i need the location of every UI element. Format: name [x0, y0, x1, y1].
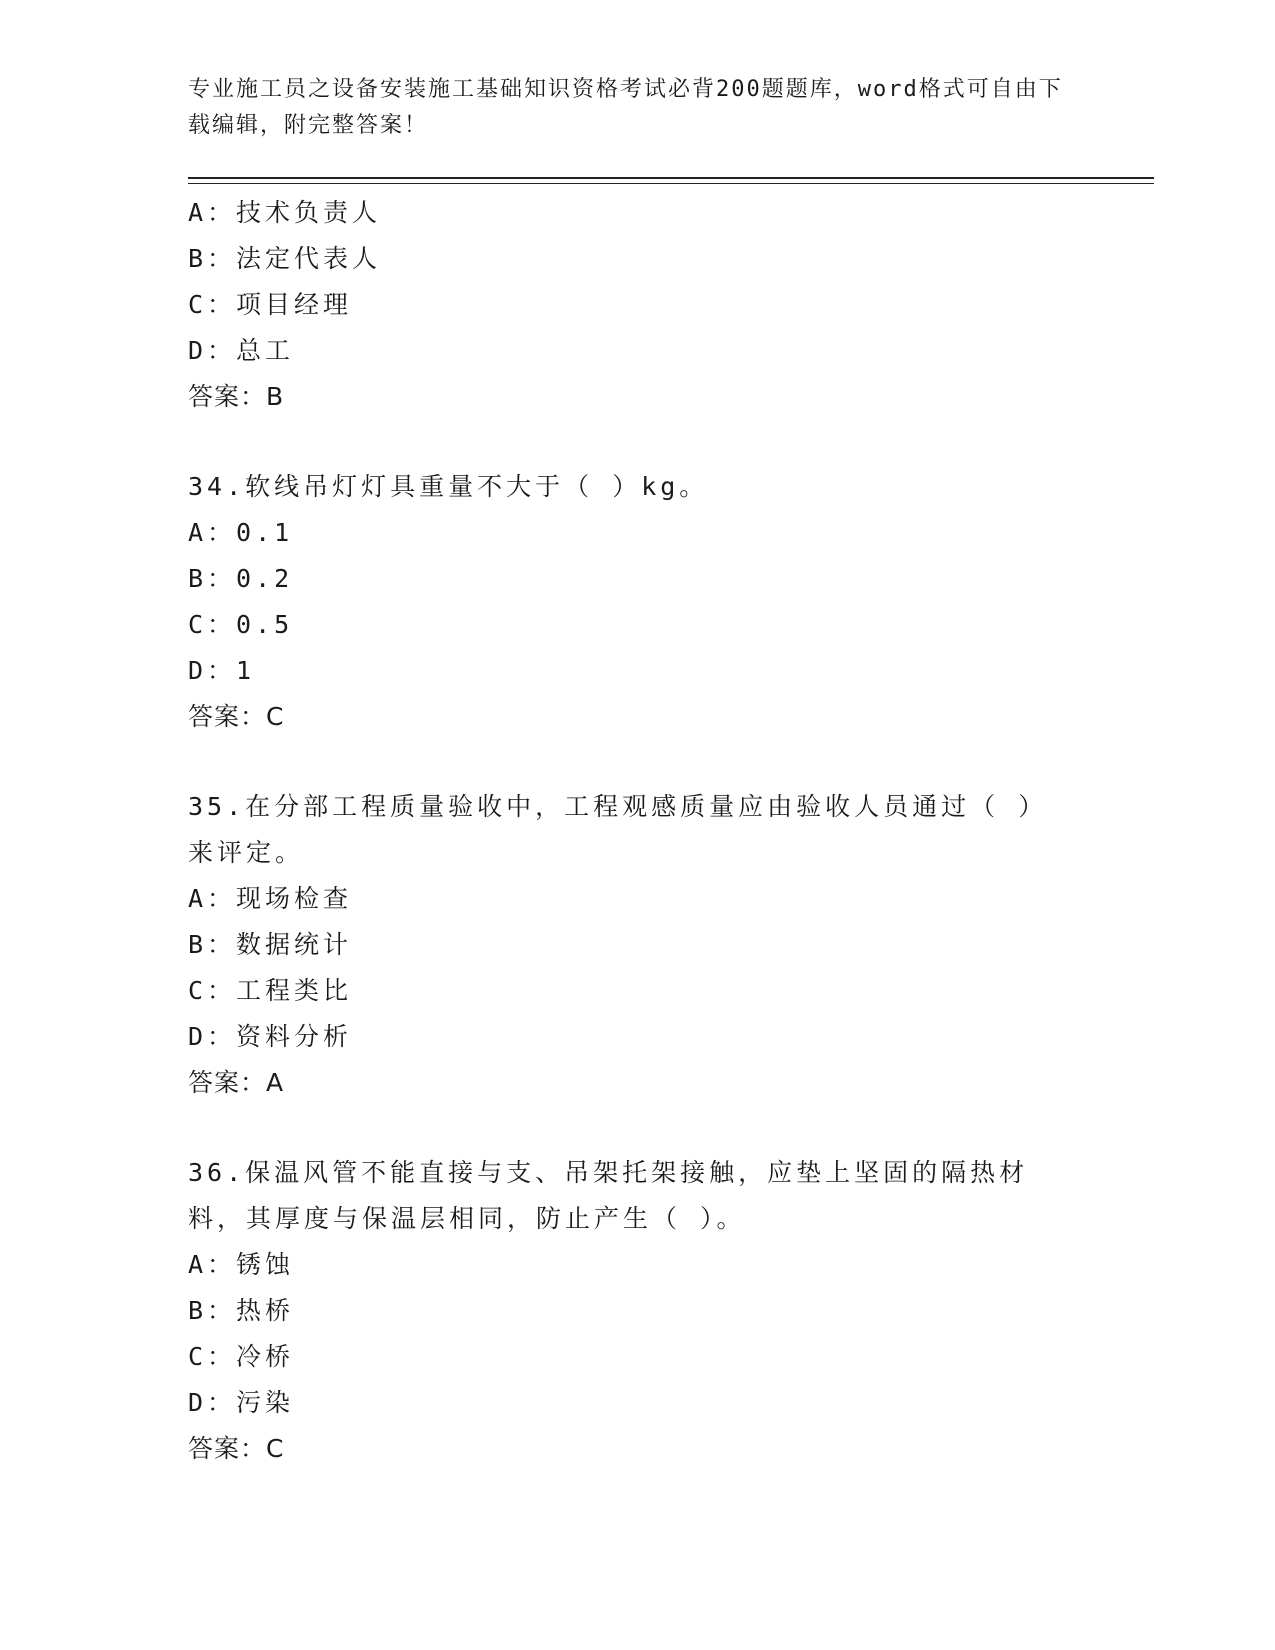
option-b: B：0.2 [188, 564, 294, 593]
question-text: 34.软线吊灯灯具重量不大于（ ）kg。 [188, 472, 709, 501]
block-spacer [188, 1106, 1068, 1150]
option-a: A：锈蚀 [188, 1250, 295, 1279]
question-block [188, 784, 1068, 1106]
option-a: A：0.1 [188, 518, 294, 547]
answer: 答案：A [188, 1068, 285, 1097]
question-text: 35.在分部工程质量验收中，工程观感质量应由验收人员通过（ ）来评定。 [188, 792, 1048, 867]
header-divider-thin [188, 183, 1154, 184]
answer: 答案：C [188, 702, 285, 731]
option-d: D：总工 [188, 336, 295, 365]
option-c: C：项目经理 [188, 290, 353, 319]
question-block [188, 190, 1068, 420]
option-d: D：1 [188, 656, 256, 685]
option-d: D：污染 [188, 1388, 295, 1417]
block-spacer [188, 740, 1068, 784]
question-block [188, 1150, 1068, 1472]
header-divider-thick [188, 177, 1154, 179]
answer: 答案：C [188, 1434, 285, 1463]
option-b: B：法定代表人 [188, 244, 382, 273]
block-spacer [188, 420, 1068, 464]
option-b: B：热桥 [188, 1296, 295, 1325]
document-header: 专业施工员之设备安装施工基础知识资格考试必背200题题库，word格式可自由下载编辑，附完整答案！ [188, 77, 1063, 138]
option-c: C：冷桥 [188, 1342, 295, 1371]
question-text: 36.保温风管不能直接与支、吊架托架接触，应垫上坚固的隔热材料，其厚度与保温层相同，防止产生（ ）。 [188, 1158, 1029, 1233]
option-c: C：工程类比 [188, 976, 353, 1005]
option-c: C：0.5 [188, 610, 294, 639]
answer: 答案：B [188, 382, 285, 411]
option-a: A：技术负责人 [188, 198, 382, 227]
question-block [188, 464, 1068, 740]
option-b: B：数据统计 [188, 930, 353, 959]
option-d: D：资料分析 [188, 1022, 353, 1051]
option-a: A：现场检查 [188, 884, 353, 913]
question-list [188, 190, 1068, 1472]
